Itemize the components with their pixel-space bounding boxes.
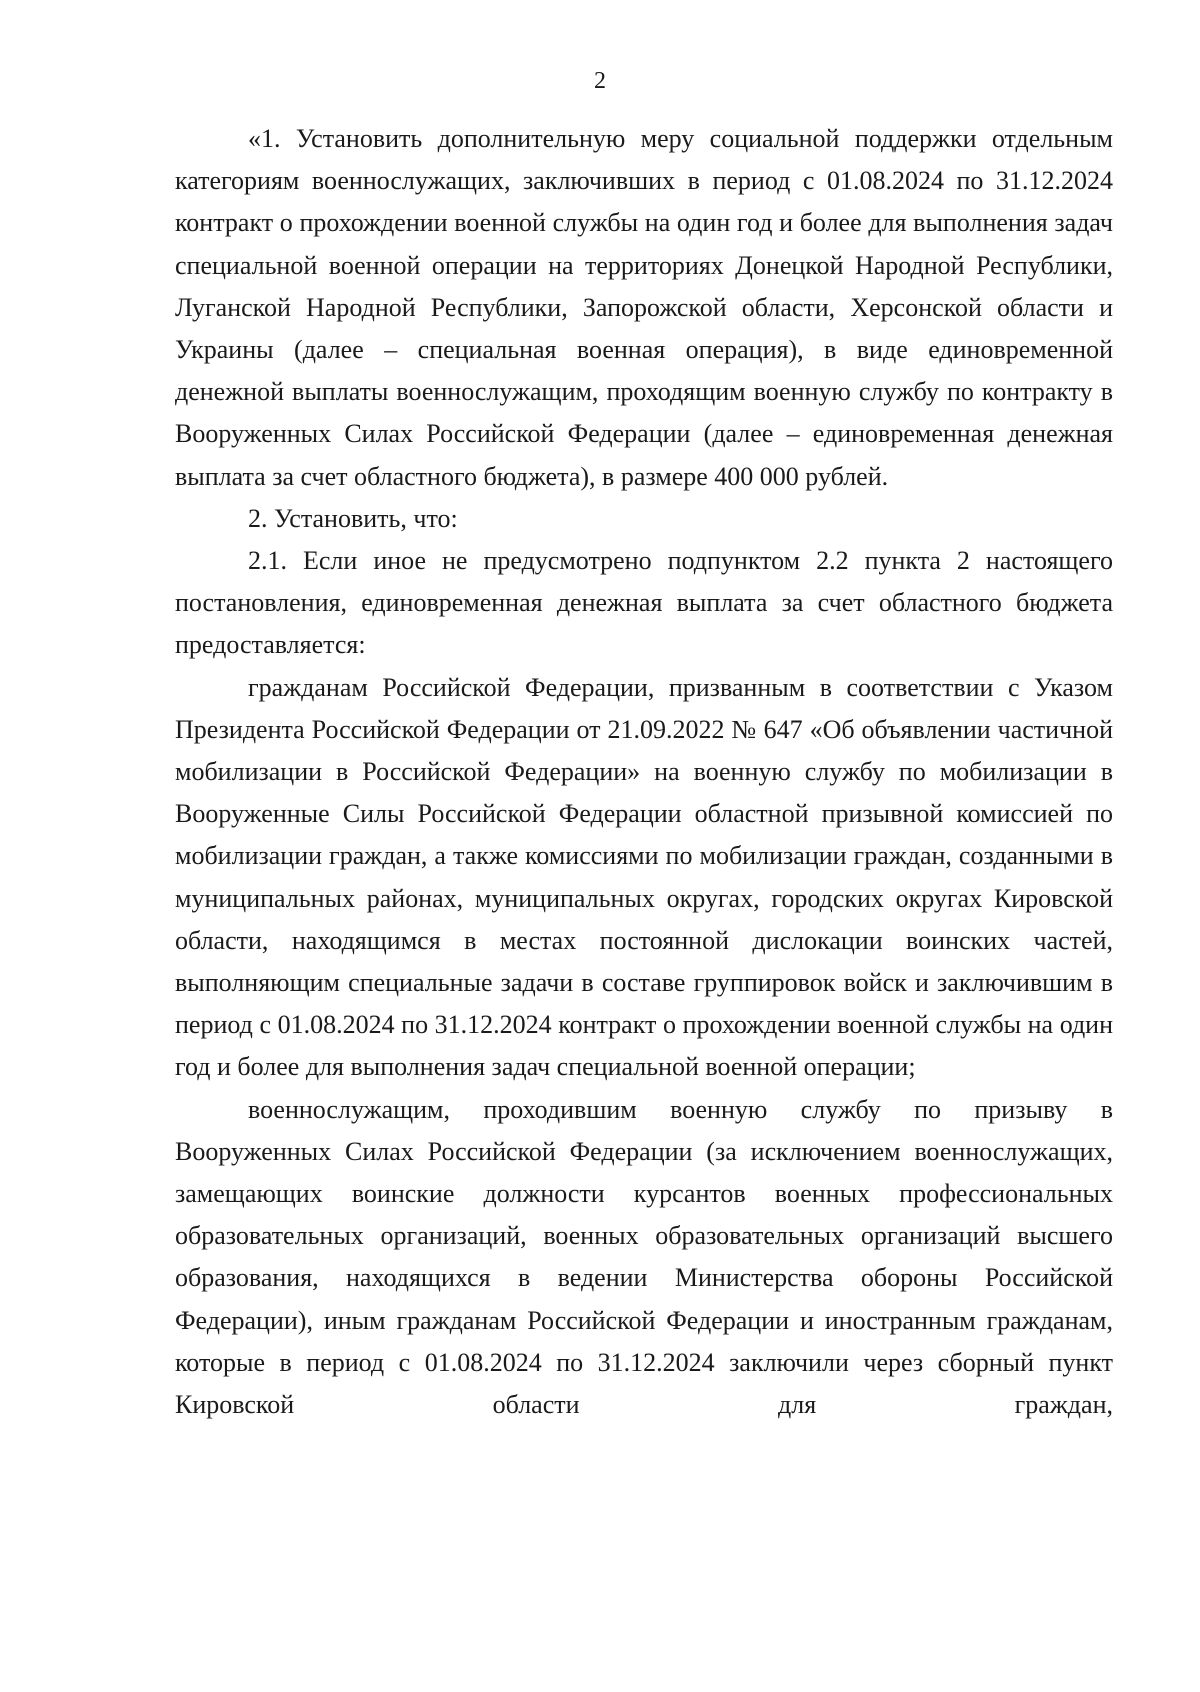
document-body [175,118,1113,1426]
paragraph-1-support-measure: «1. Установить дополнительную меру социальной поддержки отдельным категориям военнослужащих, заключивших в период с 01.08.2024 по 31.12.2024 контракт о прохождении военной службы на один год и более для выполнения задач специальной военной операции на территориях Донецкой Народной Республики, Луганской Народной Республики, Запорожской области, Херсонской области и Украины (далее – специальная военная операция), в виде единовременной денежной выплаты военнослужащим, проходящим военную службу по контракту в Вооруженных Силах Российской Федерации (далее – единовременная денежная выплата за счет областного бюджета), в размере 400 000 рублей. [175,124,1113,491]
paragraph-mobilized-citizens: гражданам Российской Федерации, призванным в соответствии с Указом Президента Российской Федерации от 21.09.2022 № 647 «Об объявлении частичной мобилизации в Российской Федерации» на военную службу по мобилизации в Вооруженные Силы Российской Федерации областной призывной комиссией по мобилизации граждан, а также комиссиями по мобилизации граждан, созданными в муниципальных районах, муниципальных округах, городских округах Кировской области, находящимся в местах постоянной дислокации воинских частей, выполняющим специальные задачи в составе группировок войск и заключившим в период с 01.08.2024 по 31.12.2024 контракт о прохождении военной службы на один год и более для выполнения задач специальной военной операции; [175,672,1113,1082]
paragraph-2-establish: 2. Установить, что: [248,503,458,533]
paragraph-2-1-payment-recipients: 2.1. Если иное не предусмотрено подпунктом 2.2 пункта 2 настоящего постановления, единовременная денежная выплата за счет областного бюджета предоставляется: [175,546,1113,660]
page-number: 2 [594,68,606,94]
paragraph-conscripts-and-foreigners: военнослужащим, проходившим военную службу по призыву в Вооруженных Силах Российской Федерации (за исключением военнослужащих, замещающих воинские должности курсантов военных профессиональных образовательных организаций, военных образовательных организаций высшего образования, находящихся в ведении Министерства обороны Российской Федерации), иным гражданам Российской Федерации и иностранным гражданам, которые в период с 01.08.2024 по 31.12.2024 заключили через сборный пункт Кировской области для граждан, [175,1094,1113,1420]
